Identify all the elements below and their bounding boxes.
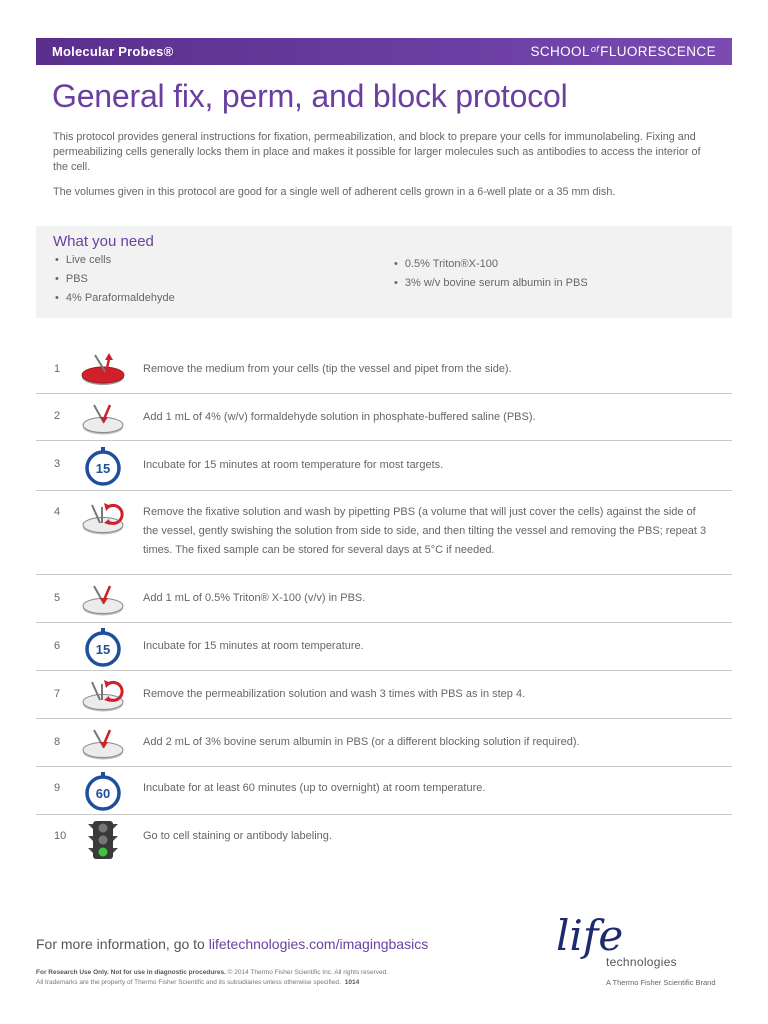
school-left: SCHOOL	[530, 44, 590, 59]
step-number: 5	[54, 592, 61, 604]
step-row	[36, 441, 732, 491]
step-number: 10	[54, 830, 67, 842]
list-item: • 4% Paraformaldehyde	[55, 289, 175, 308]
step-text: Incubate for at least 60 minutes (up to overnight) at room temperature.	[143, 782, 486, 794]
dish-wash-icon	[80, 497, 126, 539]
step-row	[36, 491, 732, 575]
step-number: 8	[54, 736, 61, 748]
step-text: Add 1 mL of 0.5% Triton® X-100 (v/v) in PBS.	[143, 592, 366, 604]
timer-label: 15	[95, 642, 111, 657]
needs-list-left	[55, 251, 175, 308]
header-banner	[36, 38, 732, 65]
list-item: • 3% w/v bovine serum albumin in PBS	[394, 274, 588, 293]
protocol-steps	[36, 346, 732, 875]
brand-name: Molecular Probes®	[52, 44, 174, 59]
logo-technologies: technologies	[606, 955, 677, 969]
logo-brand-line: A Thermo Fisher Scientific Brand	[606, 978, 716, 987]
timer-icon	[80, 445, 126, 487]
logo-word: life	[556, 911, 624, 960]
step-row	[36, 623, 732, 671]
step-number: 6	[54, 640, 61, 652]
dish-wash-icon	[80, 674, 126, 716]
more-info-link[interactable]: lifetechnologies.com/imagingbasics	[208, 936, 429, 952]
more-info-prefix: For more information, go to	[36, 936, 209, 952]
step-row	[36, 671, 732, 719]
what-you-need-heading: What you need	[53, 233, 154, 250]
dish-pipette-add-icon	[80, 722, 126, 764]
legal-rest: © 2014 Thermo Fisher Scientific Inc. All rights reserved.	[225, 969, 389, 976]
step-row	[36, 346, 732, 394]
page-title: General fix, perm, and block protocol	[52, 78, 568, 114]
dish-pipette-add-icon	[80, 578, 126, 620]
step-row	[36, 394, 732, 441]
intro-paragraph-1: This protocol provides general instructions for fixation, permeabilization, and block to prepare your cells for immunolabeling. Fixing and permeabilizing cells generally locks them in place and makes it possible for larger molecules such as antibodies to access the interior of the cell.	[53, 131, 701, 173]
red-dish-pipette-icon	[80, 349, 126, 391]
what-you-need-panel	[36, 226, 732, 318]
step-number: 1	[54, 363, 61, 375]
step-text: Add 1 mL of 4% (w/v) formaldehyde solution in phosphate-buffered saline (PBS).	[143, 411, 536, 423]
list-item: • 0.5% Triton®X-100	[394, 255, 588, 274]
step-text: Incubate for 15 minutes at room temperature.	[143, 640, 364, 652]
step-text: Add 2 mL of 3% bovine serum albumin in PBS (or a different blocking solution if required).	[143, 736, 580, 748]
legal-bold: For Research Use Only. Not for use in diagnostic procedures.	[36, 969, 226, 976]
step-text: Remove the permeabilization solution and wash 3 times with PBS as in step 4.	[143, 688, 526, 700]
step-number: 7	[54, 688, 61, 700]
timer-label: 60	[95, 786, 111, 801]
more-info	[36, 936, 428, 952]
timer-icon	[80, 626, 126, 668]
step-number: 9	[54, 782, 61, 794]
intro-paragraph-2: The volumes given in this protocol are good for a single well of adherent cells grown in a 6-well plate or a 35 mm dish.	[53, 186, 616, 198]
needs-list-right	[394, 255, 588, 293]
step-number: 4	[54, 506, 61, 518]
step-number: 2	[54, 410, 61, 422]
school-right: FLUORESCENCE	[600, 44, 716, 59]
timer-label: 15	[95, 461, 111, 476]
legal-text	[36, 968, 436, 988]
school-of-fluorescence	[530, 44, 716, 59]
legal-line-2: All trademarks are the property of Thermo Fisher Scientific and its subsidiaries unless otherwise specified.	[36, 979, 341, 986]
document-code: 1014	[344, 979, 360, 986]
traffic-light-icon	[80, 819, 126, 861]
school-of: of	[590, 44, 600, 54]
step-row	[36, 575, 732, 623]
timer-icon	[80, 770, 126, 812]
step-row	[36, 815, 732, 875]
list-item: • PBS	[55, 270, 175, 289]
step-text: Incubate for 15 minutes at room temperature for most targets.	[143, 459, 444, 471]
step-text: Remove the fixative solution and wash by pipetting PBS (a volume that will just cover the cells) against the side of the vessel, gently swishing the solution from side to side, and then tilting the vessel and removing the PBS; repeat 3 times. The fixed sample can be stored for several days at 5°C if needed.	[143, 506, 707, 556]
intro	[53, 130, 713, 210]
list-item: • Live cells	[55, 251, 175, 270]
step-row	[36, 767, 732, 815]
step-number: 3	[54, 458, 61, 470]
step-text: Remove the medium from your cells (tip the vessel and pipet from the side).	[143, 363, 512, 375]
step-row	[36, 719, 732, 767]
dish-pipette-add-icon	[80, 397, 126, 439]
step-text: Go to cell staining or antibody labeling.	[143, 830, 332, 842]
